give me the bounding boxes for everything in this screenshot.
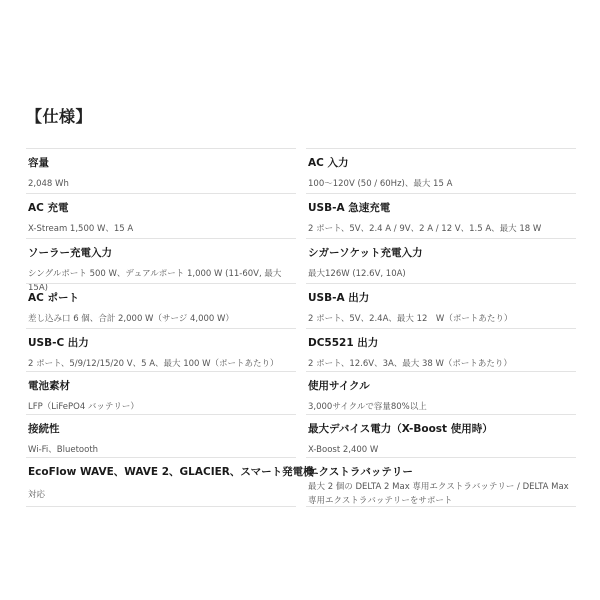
spec-label: AC ポート	[28, 292, 79, 304]
spec-label: DC5521 出力	[308, 337, 379, 349]
spec-value: 2 ポート、5V、2.4A、最大 12 W（ポートあたり）	[308, 314, 513, 324]
spec-row-usba-output	[306, 283, 576, 329]
spec-label: 接続性	[28, 423, 60, 435]
spec-value: X-Stream 1,500 W、15 A	[28, 224, 134, 234]
spec-value: 2 ポート、5/9/12/15/20 V、5 A、最大 100 W（ポートあたり）	[28, 359, 279, 369]
spec-label: エクストラバッテリー	[308, 466, 413, 478]
spec-label: ソーラー充電入力	[28, 247, 112, 259]
spec-label: USB-A 出力	[308, 292, 370, 304]
divider	[306, 506, 576, 507]
spec-label: AC 入力	[308, 157, 349, 169]
spec-row-ac-port	[26, 283, 296, 329]
spec-row-ac-input	[306, 148, 576, 194]
spec-value: 2,048 Wh	[28, 179, 69, 189]
spec-value: Wi-Fi、Bluetooth	[28, 445, 99, 455]
spec-row-car-charge-input	[306, 238, 576, 284]
spec-label: USB-C 出力	[28, 337, 89, 349]
spec-value: 最大126W (12.6V, 10A)	[308, 269, 406, 279]
spec-value: 3,000サイクルで容量80%以上	[308, 402, 427, 412]
spec-value: シングルポート 500 W、デュアルポート 1,000 W (11-60V, 最大15A)	[28, 269, 282, 293]
spec-label: 容量	[28, 157, 49, 169]
spec-row-cycle-life	[306, 371, 576, 415]
spec-row-connectivity	[26, 414, 296, 458]
spec-label: AC 充電	[28, 202, 69, 214]
spec-value: 2 ポート、12.6V、3A、最大 38 W（ポートあたり）	[308, 359, 512, 369]
spec-row-compatibility	[26, 457, 314, 507]
spec-value: 2 ポート、5V、2.4 A / 9V、2 A / 12 V、1.5 A、最大 18 W	[308, 224, 542, 234]
spec-label: 電池素材	[28, 380, 70, 392]
spec-value: LFP（LiFePO4 バッテリー）	[28, 402, 139, 412]
spec-row-extra-battery	[306, 457, 576, 507]
spec-row-capacity	[26, 148, 296, 194]
spec-label: 使用サイクル	[308, 380, 370, 392]
spec-row-usba-fast-charge	[306, 193, 576, 239]
spec-value: 100～120V (50 / 60Hz)、最大 15 A	[308, 179, 453, 189]
spec-row-dc5521-output	[306, 328, 576, 372]
spec-row-usbc-output	[26, 328, 296, 372]
spec-row-ac-charge	[26, 193, 296, 239]
spec-row-solar-input	[26, 238, 296, 293]
spec-row-battery-material	[26, 371, 296, 415]
spec-label: 最大デバイス電力（X-Boost 使用時）	[308, 423, 493, 435]
spec-value: 差し込み口 6 個、合計 2,000 W（サージ 4,000 W）	[28, 314, 234, 324]
section-title: 【仕様】	[26, 107, 93, 126]
spec-value: X-Boost 2,400 W	[308, 445, 379, 455]
spec-label: USB-A 急速充電	[308, 202, 391, 214]
spec-label: シガーソケット充電入力	[308, 247, 423, 259]
spec-value: 対応	[28, 490, 46, 500]
spec-label: EcoFlow WAVE、WAVE 2、GLACIER、スマート発電機	[28, 466, 314, 478]
spec-value: 最大 2 個の DELTA 2 Max 専用エクストラバッテリー / DELTA Max 専用エクストラバッテリーをサポート	[308, 482, 569, 506]
spec-row-max-device-power	[306, 414, 576, 458]
divider	[26, 506, 296, 507]
